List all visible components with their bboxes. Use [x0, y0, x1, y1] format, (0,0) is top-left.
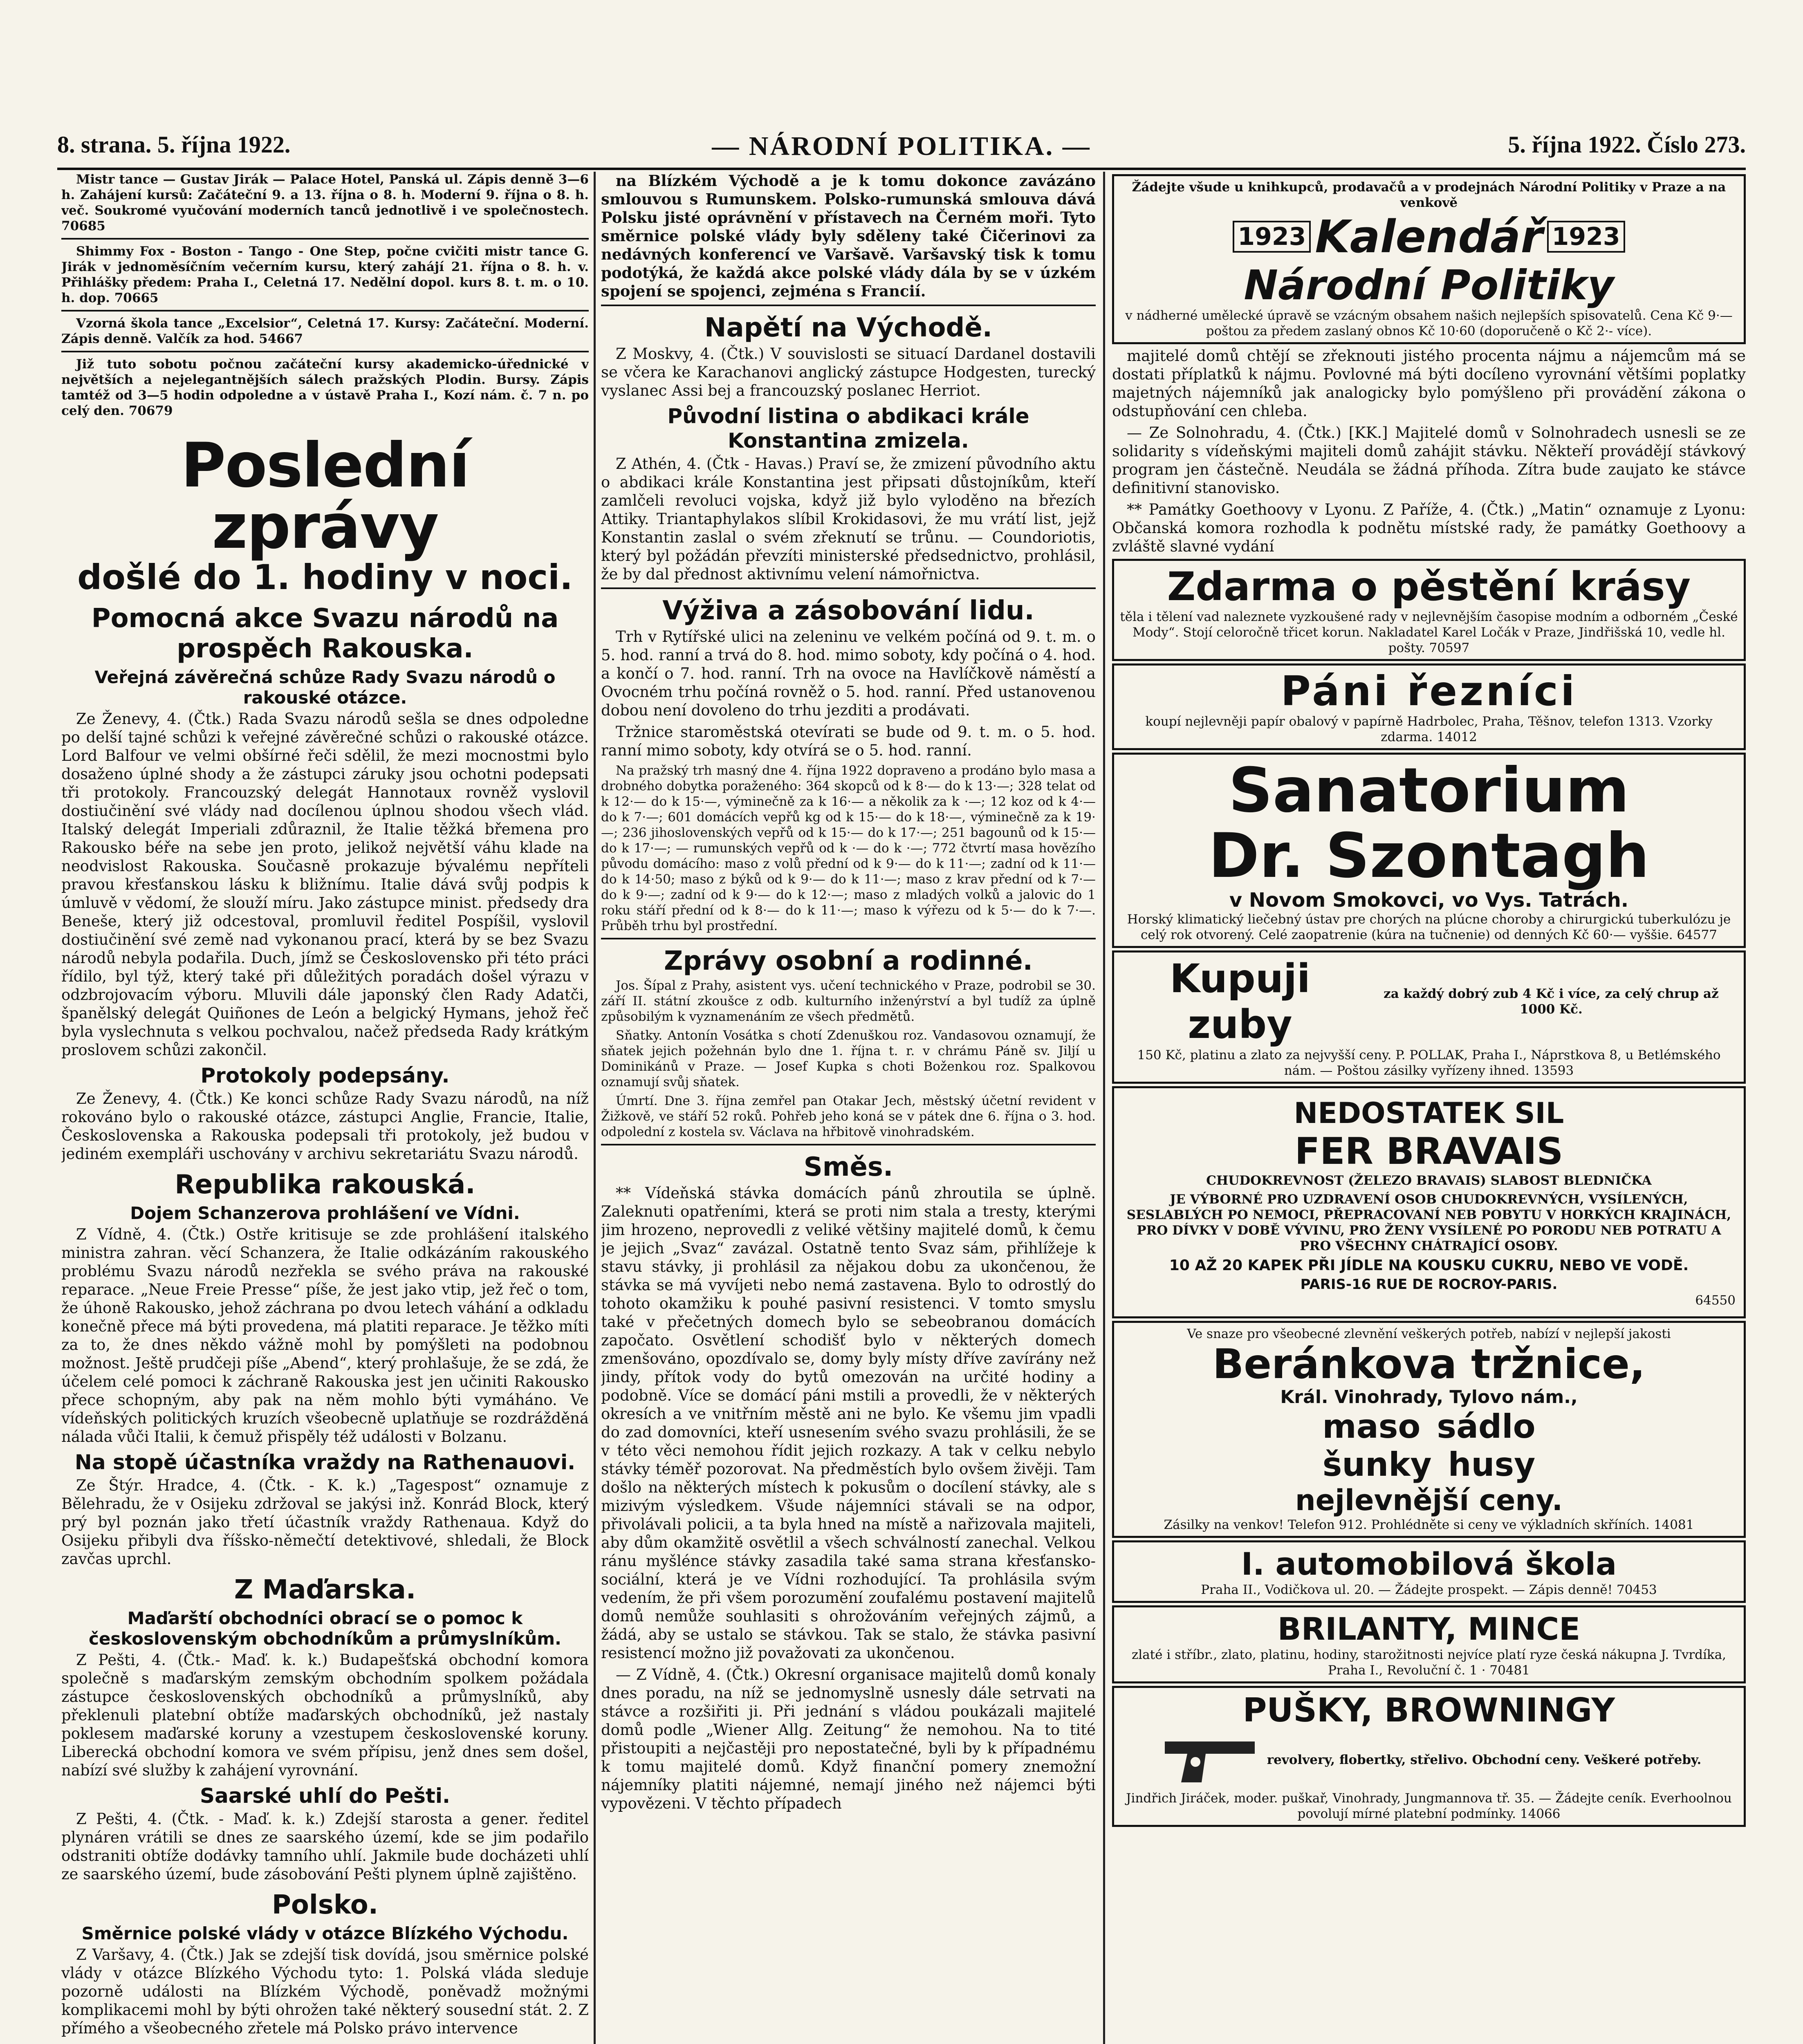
ad-title: Sanatorium	[1228, 755, 1630, 826]
article-body: majitelé domů chtějí se zřeknouti jistého procenta nájmu a nájemcům má se dostati příplatků k nájmu. Povlovné má býti docíleno vyrovnání většími poplatky majetných nájemníků jak analogicky bylo pomýšleno při provádění zákona o odstupňování cen chleba.	[1112, 347, 1746, 420]
article-subheadline: Maďarští obchodníci obrací se o pomoc k československým obchodníkům a průmyslníkům.	[89, 1608, 561, 1649]
classified-ad: Mistr tance — Gustav Jirák — Palace Hotel, Panská ul. Zápis denně 3—6 h. Zahájení kursů: Začáteční 9. a 13. října o 8. h. Moderní 9. října o 8. h. več. Soukromé vyučování moderních tanců jednotlivě i ve společnostech. 70685	[61, 172, 589, 233]
ad-title: FER BRAVAIS	[1294, 1130, 1563, 1173]
article-body: Z Varšavy, 4. (Čtk.) Jak se zdejší tisk dovídá, jsou směrnice polské vlády v otázce Blízkého Východu tyto: 1. Polská vláda sleduje pozorně události na Blízkém Východě, poněvadž možnými komplikacemi mohl by býti ohrožen také některý sousední stát. 2. Z přímého a všeobecného zřetele má Polsko právo intervence	[61, 1946, 589, 2037]
ad-title: PUŠKY, BROWNINGY	[1242, 1691, 1615, 1729]
ad-text: 150 Kč, platinu a zlato za nejvyšší ceny. P. POLLAK, Praha I., Náprstkova 8, u Betlémského nám. — Poštou zásilky vyřízeny ihned. 13593	[1137, 1048, 1721, 1078]
article-body: Ze Ženevy, 4. (Čtk.) Ke konci schůze Rady Svazu národů, na níž rokováno bylo o rakouské otázce, zástupci Anglie, Francie, Italie, Československa a Rakouska podepsali tři protokoly, jež budou v jediném exempláři uschovány v archivu sekretariátu Svazu národů.	[61, 1090, 589, 1163]
ad-text: těla i tělení vad naleznete vyzkoušené rady v nejlevnějším časopise modním a odborném „České Mody“. Stojí celoročně třicet korun. Nakladatel Karel Ločák v Praze, Jindřišská 10, vedle hl. pošty. 70597	[1120, 610, 1738, 655]
market-products	[1120, 1446, 1738, 1484]
product-word: sádlo	[1437, 1407, 1536, 1446]
article-body: — Z Vídně, 4. (Čtk.) Okresní organisace majitelů domů konaly dnes poradu, na níž se jednomyslně usnesly dále setrvati na stávce a rozšiřiti ji. Při jednání s vládou poukázali majitelé domů podle „Wiener Allg. Zeitung“ že nemohou. Na to tité přistoupiti a nejčastěji pro nepostatečné, byli by k případnému k tomu majitelé domů. Když finanční pomery znemožní nájemníky platiti nájemné, nemají jiného než nájemci býti vypovězeni. V těchto případech	[601, 1666, 1096, 1812]
header-right: 5. října 1922. Číslo 273.	[1508, 131, 1746, 158]
article-headline: Protokoly podepsány.	[200, 1064, 450, 1087]
column-2	[601, 172, 1096, 2044]
column-divider	[1103, 172, 1105, 2044]
article-headline: Směs.	[803, 1152, 893, 1182]
ad-text: Jindřich Jiráček, moder. puškař, Vinohrady, Jungmannova tř. 35. — Žádejte ceník. Everhoolnou povolují mírné platební podmínky. 14066	[1126, 1791, 1732, 1821]
article-subheadline: Dojem Schanzerova prohlášení ve Vídni.	[130, 1203, 520, 1223]
article-headline: Z Maďarska.	[234, 1575, 416, 1605]
article-subheadline: Směrnice polské vlády v otázce Blízkého Východu.	[81, 1923, 569, 1943]
article-headline: Na stopě účastníka vraždy na Rathenauovi.	[74, 1450, 576, 1474]
classified-ad: Již tuto sobotu počnou začáteční kursy akademicko-úřednické v největších a nejelegantnějších sálech pražských Plodin. Bursy. Zápis tamtéž od 3—5 hodin odpoledne a v ústavě Praha I., Kozí nám. č. 7 n. po celý den. 70679	[61, 357, 589, 418]
article-headline: Napětí na Východě.	[704, 313, 993, 343]
ad-rule	[61, 351, 589, 352]
calendar-year: 1923	[1547, 221, 1625, 253]
calendar-year: 1923	[1233, 221, 1311, 253]
header-left: 8. strana. 5. října 1922.	[57, 131, 291, 158]
article-headline: Výživa a zásobování lidu.	[662, 596, 1034, 626]
ad-subtitle: CHUDOKREVNOST (ŽELEZO BRAVAIS) SLABOST BLEDNIČKA	[1206, 1173, 1652, 1188]
ad-text: revolvery, flobertky, střelivo. Obchodní ceny. Veškeré potřeby.	[1267, 1753, 1702, 1767]
page-header	[57, 123, 1746, 172]
calendar-title-row	[1120, 211, 1738, 263]
article-headline: Zprávy osobní a rodinné.	[664, 946, 1033, 976]
ad-title: I. automobilová škola	[1241, 1546, 1617, 1582]
ad-title: Páni řezníci	[1280, 667, 1577, 715]
sanatorium-advertisement	[1112, 753, 1746, 948]
article-body: Trh v Rytířské ulici na zeleninu ve velkém počíná od 9. t. m. o 5. hod. ranní a trvá do 8. hod. mimo soboty, kdy počíná o 4. hod. a končí o 7. hod. ranní. Trh na ovoce na Havlíčkově náměstí a Ovocném trhu počíná rovněž o 5. hod. ranní. Před ustanovenou dobou není dovoleno do trhu jezditi a prodávati.	[601, 628, 1096, 719]
latest-news-title: Poslední zprávy	[181, 430, 469, 563]
article-headline: Pomocná akce Svazu národů na prospěch Rakouska.	[91, 603, 559, 664]
jewellery-advertisement	[1112, 1605, 1746, 1683]
ad-rule	[61, 310, 589, 312]
article-body: Z Pešti, 4. (Čtk. - Maď. k. k.) Zdejší starosta a gener. ředitel plynáren vrátili se dnes ze saarského území, kde se jim podařilo odstraniti obtíže dodávky tamního uhlí. Jakmile bude docházeti uhlí ze saarského území, bude zásobování Pešti plynem úplně zajištěno.	[61, 1810, 589, 1883]
teeth-advertisement	[1112, 950, 1746, 1084]
article-body: Z Vídně, 4. (Čtk.) Ostře kritisuje se zde prohlášení italského ministra zahran. věcí Schanzera, že Italie odkázáním rakouského problému Svazu národů nezřekla se svého práva na rakouské reparace. „Neue Freie Presse“ píše, že jest jako vtip, jež řeč o tom, že úhoně Rakousko, jehož záchrana po dvou letech váhání a odkladu konečně přece má býti provedena, má platiti reparace. Je těžko míti za to, že dnes někdo vážně mohl by pomýšleti na podobnou možnost. Ještě prudčeji píše „Abend“, který prohlašuje, že se zdá, že účelem celé pomoci k záchraně Rakouska jest jen učiniti Rakousko přece schopným, aby pak na něm mohlo býti vymáháno. Ve vídeňských politických kruzích všeobecně uplatňuje se rozdrážděná nálada vůči Italii, k čemuž přispěly též události v Bolzanu.	[61, 1226, 589, 1446]
column-3	[1112, 172, 1746, 2044]
calendar-title: Kalendář	[1315, 211, 1543, 263]
article-body: Jos. Šípal z Prahy, asistent vys. učení technického v Praze, podrobil se 30. září II. státní zkoušce z odb. kulturního inženýrství a byl tudíž za úplně způsobilým k vyznamenáním ze všech předmětů.	[601, 978, 1096, 1024]
article-headline: Původní listina o abdikaci krále Konstantina zmizela.	[667, 404, 1029, 453]
market-advertisement	[1112, 1321, 1746, 1538]
ad-title: Kupuji zuby	[1169, 956, 1310, 1047]
gun-shop-advertisement	[1112, 1686, 1746, 1827]
article-body: Úmrtí. Dne 3. října zemřel pan Otakar Jech, městský účetní revident v Žižkově, ve stáří 52 roků. Pohřeb jeho koná se v pátek dne 6. října o 3. hod. odpolední z kostela sv. Václava na hřbitově vinohradském.	[601, 1094, 1096, 1139]
ad-title: BRILANTY, MINCE	[1277, 1611, 1581, 1647]
article-body: Z Moskvy, 4. (Čtk.) V souvislosti se situací Dardanel dostavili se včera ke Karachanovi anglický zástupce Hodgesten, turecký vyslanec Assi bej a francouzský poslanec Herriot.	[601, 345, 1096, 399]
article-body: Sňatky. Antonín Vosátka s chotí Zdenuškou roz. Vandasovou oznamují, že sňatek jejich požehnán bylo dne 1. října t. r. v chrámu Páně sv. Jiljí u Dominikánů v Praze. — Josef Kupka s choti Boženkou roz. Spalkovou oznamují svůj sňatek.	[601, 1028, 1096, 1089]
ad-rule	[61, 238, 589, 240]
ad-slogan: nejlevnější ceny.	[1295, 1484, 1563, 1517]
iron-tonic-advertisement	[1112, 1086, 1746, 1318]
article-body: Z Pešti, 4. (Čtk.- Maď. k. k.) Budapešťská obchodní komora společně s maďarským zemským obchodním spolkem požádala zástupce československých obchodníků a průmyslníků, aby překlenuli platební obtíže maďarských obchodníků, jež nastaly poklesem maďarské koruny a vzestupem československé koruny. Liberecká obchodní komora ve svém přípisu, jenž dnes sem došel, nabízí své služby k zahájení vyrovnání.	[61, 1651, 589, 1779]
article-headline: Saarské uhlí do Pešti.	[200, 1784, 450, 1808]
product-word: maso	[1322, 1407, 1421, 1446]
article-headline: Polsko.	[271, 1890, 379, 1920]
product-word: husy	[1448, 1446, 1536, 1484]
ad-text: Žádejte všude u knihkupců, prodavačů a v prodejnách Národní Politiky v Praze a na venkově	[1132, 180, 1726, 210]
driving-school-advertisement	[1112, 1540, 1746, 1603]
ad-title: Dr. Szontagh	[1208, 820, 1650, 892]
ad-code: 64550	[1695, 1293, 1736, 1308]
article-body: — Ze Solnohradu, 4. (Čtk.) [KK.] Majitelé domů v Solnohradech usnesli se ze solidarity s vídeňskými majiteli domů zahájit stávku. Někteří provádějí stávkový program jen částečně. Neudála se žádná příhoda. Zítra bude zaujato ke stávce definitivní stanovisko.	[1112, 424, 1746, 497]
section-rule	[601, 938, 1096, 939]
teeth-title-row	[1120, 956, 1738, 1047]
beauty-advertisement	[1112, 559, 1746, 661]
header-rule	[57, 168, 1746, 170]
classified-ad: Vzorná škola tance „Excelsior“, Celetná 17. Kursy: Začáteční. Moderní. Zápis denně. Valčík za hod. 54667	[61, 316, 589, 346]
product-word: šunky	[1322, 1446, 1432, 1484]
masthead-title: — NÁRODNÍ POLITIKA. —	[712, 131, 1091, 161]
gun-ad-row	[1120, 1729, 1738, 1791]
ad-text: Zásilky na venkov! Telefon 912. Prohlédněte si ceny ve výkladních skříních. 14081	[1164, 1517, 1694, 1532]
article-body: Na pražský trh masný dne 4. října 1922 dopraveno a prodáno bylo masa a drobného dobytka poraženého: 364 skopců od k 8·— do k 13·—; 328 telat od k 12·— do k 15·—, výminečně za k 16·— a několik za k ·—; 12 koz od k 4·— do k 7·—; 601 domácích vepřů kg od k 15·— do k 18·—, výminečně za k 19·—; 236 jihoslovenských vepřů od k 15·— do k 17·—; 251 bagounů od k 15·— do k 17·—; — rumunských vepřů od k ·— do k ·—; 772 čtvrtí masa hovězího původu domácího: maso z volů přední od k 9·— do k 11·—; zadní od k 11·— do k 14·50; maso z býků od k 9·— do k 11·—; maso z krav přední od k 7·— do k 9·—; zadní od k 9·— do k 12·—; maso z mladých volků a jalovic do 1 roku stáří přední od k 8·— do k 11·—; maso k výřezu od k 5·— do k 7·—. Průběh trhu byl prostřední.	[601, 763, 1096, 933]
ad-text: za každý dobrý zub 4 Kč i více, za celý chrup až 1000 Kč.	[1384, 986, 1719, 1017]
article-body: na Blízkém Východě a je k tomu dokonce zavázáno smlouvou s Rumunskem. Polsko-rumunská smlouva dává Polsku jisté oprávnění v přístavech na Černém moři. Tyto směrnice polské vlády byly sděleny také Čičerinovi za nedávných konferencí ve Varšavě. Varšavský tisk k tomu podotýká, že každá akce polské vlády dála by se v úzkém spojení se spojenci, zejména s Francií.	[601, 172, 1096, 300]
calendar-subtitle: Národní Politiky	[1244, 261, 1614, 309]
article-headline: Republika rakouská.	[175, 1170, 475, 1200]
pistol-illustration	[1157, 1729, 1263, 1791]
column-divider	[594, 172, 596, 2044]
market-products	[1120, 1407, 1738, 1446]
ad-text: 10 AŽ 20 KAPEK PŘI JÍDLE NA KOUSKU CUKRU, NEBO VE VODĚ.	[1169, 1257, 1689, 1274]
ad-text: Horský klimatický liečebný ústav pre chorých na plúcne choroby a chirurgickú tuberkulózu je celý rok otvorený. Celé zaopatrenie (kúra na tučnenie) od denných Kč 60·— vyššie. 64577	[1127, 912, 1731, 942]
ad-text: JE VÝBORNÉ PRO UZDRAVENÍ OSOB CHUDOKREVNÝCH, VYSÍLENÝCH, SESLABLÝCH PO NEMOCI, PŘEPRACOVANÍ NEB POBYTU V HORKÝCH KRAJINÁCH, PRO DÍVKY V DOBĚ VÝVINU, PRO ŽENY VYSÍLENÉ PO PORODU NEB POTRATU A PRO VŠECHNY CHÁTRAJÍCÍ OSOBY.	[1126, 1192, 1731, 1253]
ad-text: Ve snaze pro všeobecné zlevnění veškerých potřeb, nabízí v nejlepší jakosti	[1187, 1327, 1671, 1341]
ad-subtitle: v Novom Smokovci, vo Vys. Tatrách.	[1229, 889, 1629, 912]
ad-title: Zdarma o pěstění krásy	[1167, 564, 1691, 610]
ad-title: Beránkova tržnice,	[1213, 1340, 1645, 1388]
ad-text: v nádherné umělecké úpravě se vzácným obsahem našich nejlepších spisovatelů. Cena Kč 9·— poštou za předem zaslaný obnos Kč 10·60 (doporučeně o Kč 2·- více).	[1125, 308, 1733, 338]
article-body: Ze Štýr. Hradce, 4. (Čtk. - K. k.) „Tagespost“ oznamuje z Bělehradu, že v Osijeku zdržoval se jakýsi inž. Konrád Block, který prý byl poznán jako třetí účastník vraždy Rathenaua. Když do Osijeku přibyli dva říšsko-němečtí detektivové, shledali, že Block zavčas uprchl.	[61, 1477, 589, 1568]
ad-address: PARIS-16 RUE DE ROCROY-PARIS.	[1300, 1276, 1558, 1293]
ad-text: koupí nejlevněji papír obalový v papírně Hadrbolec, Praha, Těšnov, telefon 1313. Vzorky zdarma. 14012	[1145, 714, 1713, 744]
section-rule	[601, 587, 1096, 589]
column-1	[61, 172, 589, 2044]
ad-title: NEDOSTATEK SIL	[1294, 1096, 1564, 1130]
article-body: ** Vídeňská stávka domácích pánů zhroutila se úplně. Zaleknuti opatřeními, která se proti nim stala a tresty, kterými jim hrozeno, neprovedli z veliké většiny majitelé domů, k čemu je jejich „Svaz“ zavázal. Ostatně tento Svaz sám, přihlížeje k stavu stávky, ji prohlásil za nějakou dobu za ukončenou, že stávka se má vyvíjeti nebo nemá zastavena. Bylo to odrostlý do tohoto okamžiku k pouhé pasivní resistenci. V tomto smyslu také v přečetných domech bylo se sebeobranou domácích započato. Osvětlení schodišť bylo v některých domech zmenšováno, opozdívalo se, domy byly místy dříve zavírány než jindy, přítok vody do bytů omezován na určité hodiny a podobně. Více se domácí páni mstili a provedli, že v některých okresích a ve vnitřním městě ani ne bylo. Ke všemu jim vpadli do zad domovníci, kteří usnesením svého svazu prohlásili, že se v této věci nemohou řídit jejich rozkazy. A tak v celku nebylo stávky téměř pozorovat. Na předměstích bylo ovšem živěji. Tam došlo na některých místech k pokusům o docílení stávky, ale s mizivým výsledkem. Všude nájemníci stávali se na odpor, přivolávali policii, a ta byla hned na místě a nařizovala majiteli, aby dům okamžitě osvětlil a všech schválností zanechal. Velkou ránu myšlénce stávky zasadila také sama strana křesťansko-sociální, která je ve Vídni rozhodující. Ta prohlásila svým vedením, že při všem porozumění zoufalému postavení majitelů domů nemůže souhlasiti s ohrožováním veřejných zájmů, a žádá, aby se ustalo se stávkou. Tak se stalo, že stávka pasivní resistencí možno již považovati za ukončenou.	[601, 1184, 1096, 1662]
section-rule	[601, 305, 1096, 306]
article-body: ** Památky Goethoovy v Lyonu. Z Paříže, 4. (Čtk.) „Matin“ oznamuje z Lyonu: Občanská komora rozhodla k podnětu místské rady, že památky Goethoovy a zvláště slavné vydání	[1112, 501, 1746, 555]
section-rule	[601, 1144, 1096, 1145]
ad-text: zlaté i stříbr., zlato, platinu, hodiny, starožitnosti nejvíce platí ryze česká nákupna J. Tvrdíka, Praha I., Revoluční č. 1 · 70481	[1131, 1647, 1727, 1678]
ad-address: Král. Vinohrady, Tylovo nám.,	[1280, 1387, 1578, 1407]
classified-ad: Shimmy Fox - Boston - Tango - One Step, počne cvičiti mistr tance G. Jirák v jednoměsíčním večerním kursu, který zahájí 21. října o 8. h. v. Přihlášky předem: Praha I., Celetná 17. Nedělní dopol. kurs 8. t. m. o 10. h. dop. 70665	[61, 244, 589, 305]
ad-text: Praha II., Vodičkova ul. 20. — Žádejte prospekt. — Zápis denně! 70453	[1201, 1582, 1657, 1597]
latest-news-subtitle: došlé do 1. hodiny v noci.	[77, 557, 573, 597]
butchers-advertisement	[1112, 663, 1746, 750]
article-body: Z Athén, 4. (Čtk - Havas.) Praví se, že zmizení původního aktu o abdikaci krále Konstantina jest připsati důstojníkům, kteří zamlčeli revoluci vojska, když již bylo vyloděno na březích Attiky. Triantaphylakos slíbil Krokidasovi, že mu vrátí list, jejž Konstantin zaslal o svém zřeknutí se trůnu. — Coundoriotis, který byl požádán převzíti ministerské předsednictvo, prohlásil, že by dal přednost aktivnímu velení námořnictva.	[601, 455, 1096, 583]
article-subheadline: Veřejná závěrečná schůze Rady Svazu národů o rakouské otázce.	[94, 667, 556, 708]
article-body: Ze Ženevy, 4. (Čtk.) Rada Svazu národů sešla se dnes odpoledne po delší tajné schůzi k veřejné závěrečné schůzi o rakouské otázce. Lord Balfour ve velmi obšírné řeči sdělil, že mezi mocnostmi bylo dosaženo úplné shody a že zástupci záruky jsou ochotni podepsati tři protokoly. Francouzský delegát Hannotaux rovněž vyslovil dostiučinění své vlády nad docílenou úplnou shodou všech vlád. Italský delegát Imperiali zdůraznil, že Italie těžká břemena pro Rakousko béře na sebe jen proto, jelikož největší váhu klade na neodvislost Rakouska. Současně prokazuje bývalému nepříteli pravou křesťanskou lásku k bližnímu. Italie dává svůj podpis k úmluvě v vědomí, že slouží míru. Jako zástupce minist. předsedy dra Beneše, který již odcestoval, promluvil ředitel Pospíšil, vyslovil dostiučinění své země nad vykonanou prací, která by se bez Svazu národů nebyla podařila. Duch, jímž se Československo při této práci řídilo, byl týž, který také při důležitých poradách došel výrazu v odzbrojovacím výboru. Mluvili dále japonský člen Rady Adatči, španělský delegát Quiñones de León a belgický Hymans, jehož řeč byla vyslechnuta s velkou pochvalou, načež předseda Rady krátkým proslovem schůzi zakončil.	[61, 710, 589, 1059]
article-body: Tržnice staroměstská otevírati se bude od 9. t. m. o 5. hod. ranní mimo soboty, kdy otvírá se o 5. hod. ranní.	[601, 723, 1096, 759]
calendar-advertisement	[1112, 174, 1746, 344]
